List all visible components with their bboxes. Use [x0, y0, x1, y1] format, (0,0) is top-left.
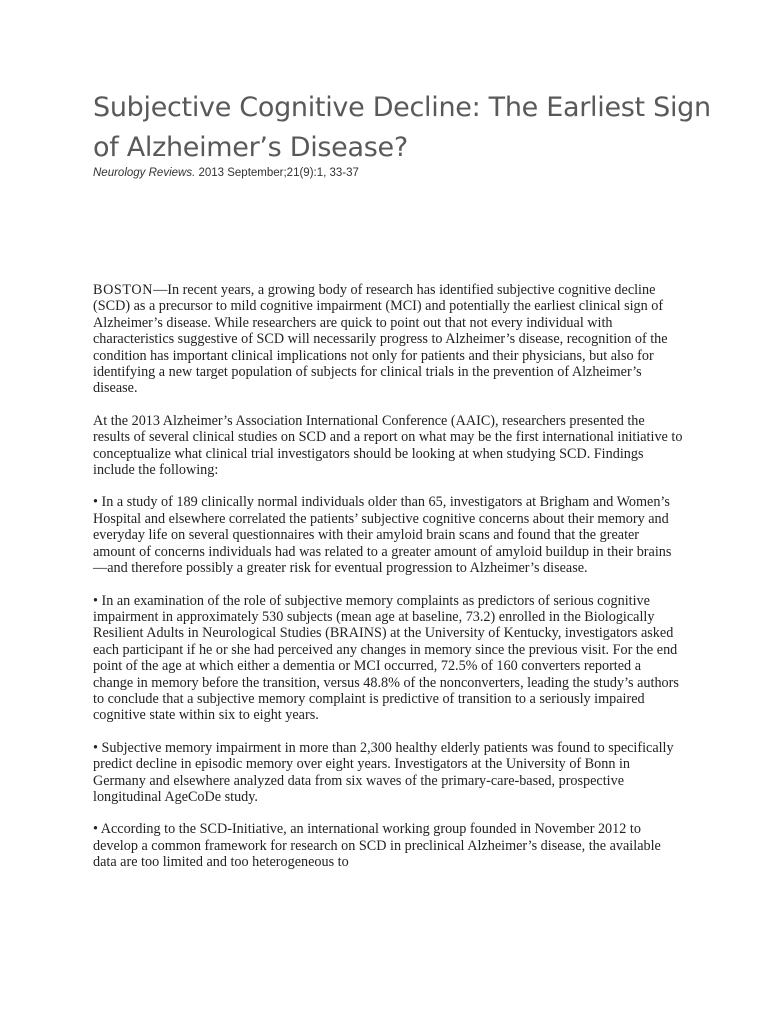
citation-details: 2013 September;21(9):1, 33-37 — [195, 167, 359, 179]
paragraph-text: —In recent years, a growing body of research has identified subjective cognitive decline (SCD) as a precursor to mild cognitive impairment (MCI) and potentially the earliest clinical sign of Alzheimer’s disease. While researchers are quick to point out that not every individual with characteristics suggestive of SCD will necessarily progress to Alzheimer’s disease, recognition of the condition has important clinical implications not only for patients and their physicians, but also for identifying a new target population of subjects for clinical trials in the prevention of Alzheimer’s disease. — [93, 282, 668, 397]
bullet-paragraph: • In an examination of the role of subjective memory complaints as predictors of serious cognitive impairment in approximately 530 subjects (mean age at baseline, 73.2) enrolled in the Biologically Resilient Adults in Neurological Studies (BRAINS) at the University of Kentucky, investigators asked each participant if he or she had perceived any changes in memory since the previous visit. For the end point of the age at which either a dementia or MCI occurred, 72.5% of 160 converters reported a change in memory before the transition, versus 48.8% of the nonconverters, leading the study’s authors to conclude that a subjective memory complaint is predictive of transition to a seriously impaired cognitive state within six to eight years. — [93, 592, 679, 724]
dateline: BOSTON — [93, 282, 154, 298]
paragraph: At the 2013 Alzheimer’s Association International Conference (AAIC), researchers presented the results of several clinical studies on SCD and a report on what may be the first international initiative to conceptualize what clinical trial investigators should be looking at when studying SCD. Findings include the following: — [93, 412, 683, 479]
bullet-paragraph: • Subjective memory impairment in more than 2,300 healthy elderly patients was found to specifically predict decline in episodic memory over eight years. Investigators at the University of Bonn in Germany and elsewhere analyzed data from six waves of the primary-care-based, prospective longitudinal AgeCoDe study. — [93, 739, 674, 805]
article-title: Subjective Cognitive Decline: The Earliest Sign of Alzheimer’s Disease? — [93, 92, 711, 163]
article-body — [93, 282, 683, 887]
bullet-paragraph: • In a study of 189 clinically normal individuals older than 65, investigators at Brigham and Women’s Hospital and elsewhere correlated the patients’ subjective cognitive concerns about their memory and everyday life on several questionnaires with their amyloid brain scans and found that the greater amount of concerns individuals had was related to a greater amount of amyloid buildup in their brains—and therefore possibly a greater risk for eventual progression to Alzheimer’s disease. — [93, 494, 672, 577]
article-citation — [93, 165, 733, 181]
bullet-paragraph: • According to the SCD-Initiative, an international working group founded in November 2012 to develop a common framework for research on SCD in preclinical Alzheimer’s disease, the available data are too limited and too heterogeneous to — [93, 821, 661, 871]
paragraph — [93, 282, 683, 397]
journal-name: Neurology Reviews. — [93, 167, 196, 179]
